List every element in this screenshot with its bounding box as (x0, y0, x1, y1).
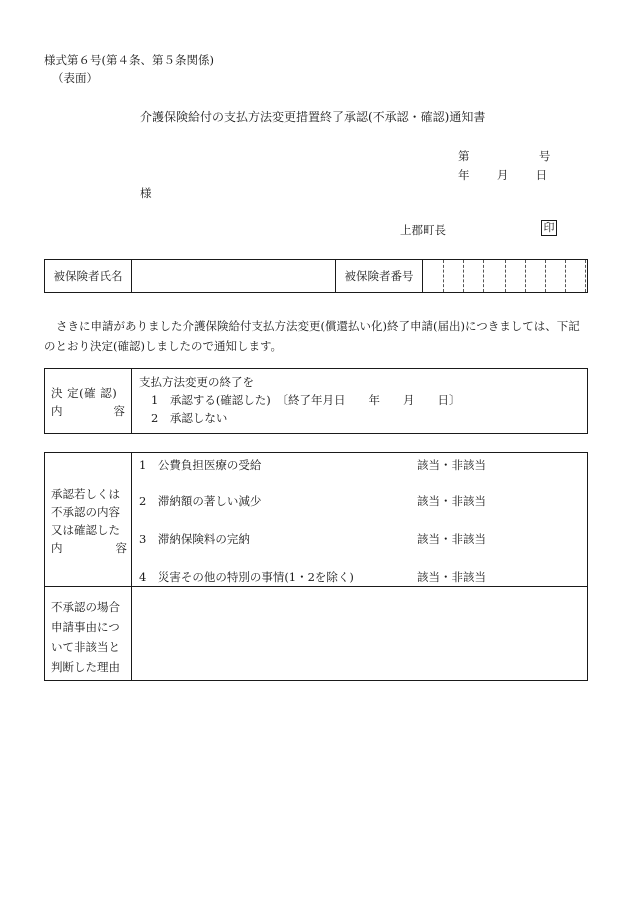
approval-label-line: 又は確認した (51, 523, 120, 537)
reason-label-line: 申請事由につ (51, 620, 120, 634)
approval-table (44, 452, 588, 681)
document-number (458, 148, 550, 164)
decision-content (139, 373, 461, 427)
approval-item-status[interactable]: 該当・非該当 (417, 458, 486, 472)
decision-label (45, 369, 132, 433)
decision-option-approve: 1 承認する(確認した) 〔終了年月日 年 月 日〕 (151, 393, 461, 407)
insured-info-table (44, 259, 588, 293)
decision-option-reject: 2 承認しない (151, 411, 228, 425)
document-title: 介護保険給付の支払方法変更措置終了承認(不承認・確認)通知書 (140, 110, 486, 124)
approval-item: 2 滞納額の著しい減少 (139, 494, 262, 508)
number-prefix: 第 (458, 149, 470, 163)
approval-label-line: 不承認の内容 (51, 505, 120, 519)
issuer-name: 上郡町長 (400, 223, 446, 237)
form-side: （表面） (52, 71, 98, 85)
number-suffix: 号 (538, 149, 551, 163)
reason-label (51, 597, 127, 677)
decision-heading: 支払方法変更の終了を (139, 375, 254, 389)
insured-number-field[interactable] (423, 260, 587, 292)
approval-item: 4 災害その他の特別の事情(1・2を除く) (139, 570, 354, 584)
decision-label-line2a: 内 (51, 404, 63, 418)
approval-label (51, 485, 127, 557)
approval-item-status[interactable]: 該当・非該当 (417, 494, 486, 508)
approval-item-status[interactable]: 該当・非該当 (417, 532, 486, 546)
decision-label-line2b: 容 (113, 404, 125, 418)
approval-item: 1 公費負担医療の受給 (139, 458, 262, 472)
insured-name-field[interactable] (132, 260, 336, 292)
approval-item-status[interactable]: 該当・非該当 (417, 570, 486, 584)
document-date (458, 167, 547, 183)
decision-label-line1: 決 定(確 認) (51, 386, 118, 400)
reason-label-line: 不承認の場合 (51, 600, 120, 614)
approval-label-line: 承認若しくは (51, 487, 120, 501)
date-day: 日 (535, 168, 548, 182)
insured-number-label: 被保険者番号 (336, 260, 423, 292)
approval-item: 3 滞納保険料の完納 (139, 532, 250, 546)
date-month: 月 (496, 168, 509, 182)
approval-label-last-b: 容 (115, 541, 127, 555)
reason-field[interactable] (139, 597, 579, 675)
insured-name-label: 被保険者氏名 (45, 260, 132, 292)
notice-body-text: さきに申請がありました介護保険給付支払方法変更(償還払い化)終了申請(届出)につきましては、下記のとおり決定(確認)しましたので通知します。 (44, 319, 580, 353)
row-divider (45, 586, 587, 587)
reason-label-line: 判断した理由 (51, 660, 120, 674)
form-number: 様式第６号(第４条、第５条関係) (44, 53, 214, 67)
seal-mark: 印 (541, 220, 557, 236)
date-year: 年 (458, 168, 470, 182)
reason-label-line: いて非該当と (51, 640, 120, 654)
decision-table (44, 368, 588, 434)
approval-label-last-a: 内 (51, 541, 63, 555)
addressee-honorific: 様 (140, 186, 152, 200)
approval-label-line (51, 539, 127, 557)
